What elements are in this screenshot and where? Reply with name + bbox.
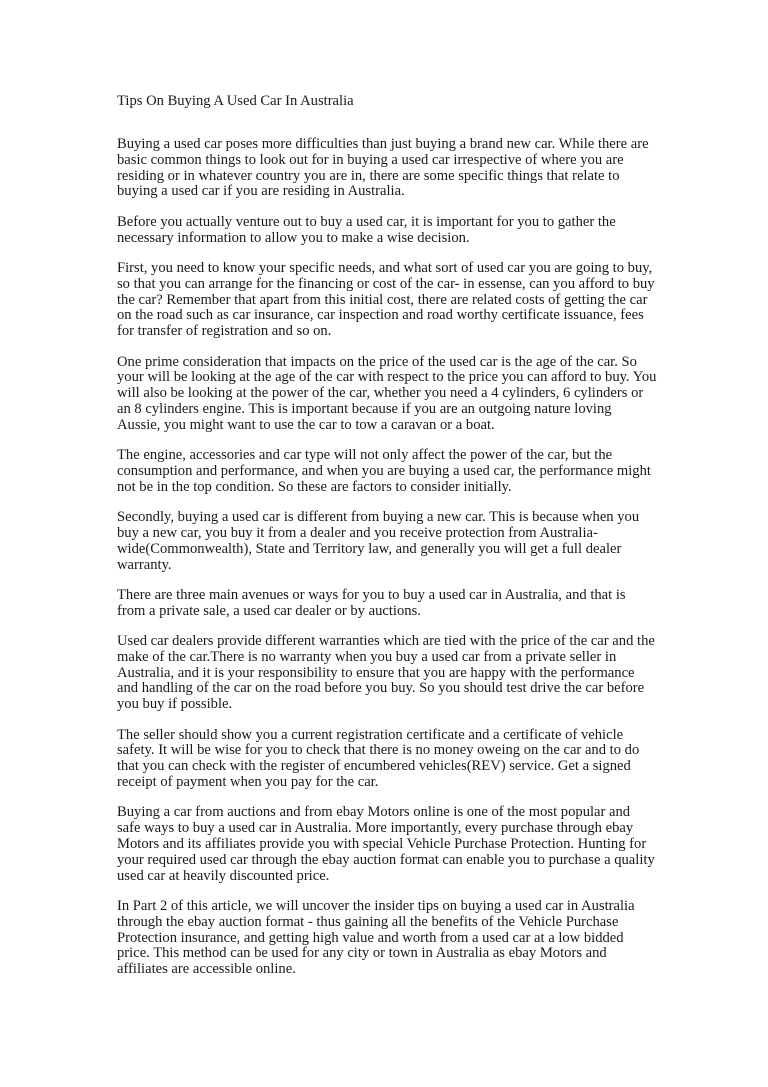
- paragraph-seller: The seller should show you a current registration certificate and a certificate of vehicle safety. It will be wise for you to check that there is no money oweing on the car and to do that you can check with the register of encumbered vehicles(REV) service. Get a signed receipt of payment when you pay for the car.: [117, 726, 640, 791]
- document-body: [117, 93, 657, 993]
- document-title: Tips On Buying A Used Car In Australia: [117, 93, 354, 109]
- paragraph-intro: Buying a used car poses more difficulties than just buying a brand new car. While there are basic common things to look out for in buying a used car irrespective of where you are residing or in whatever country you are in, there are some specific things that relate to buying a used car if you are residing in Australia.: [117, 136, 649, 200]
- paragraph-car-age: One prime consideration that impacts on the price of the used car is the age of the car. So your will be looking at the age of the car with respect to the price you can afford to buy. You will also be looking at the power of the car, whether you need a 4 cylinders, 6 cylinders or an 8 cylinders engine. This is important because if you are an outgoing nature loving Aussie, you might want to use the car to tow a caravan or a boat.: [117, 353, 657, 433]
- paragraph-avenues: There are three main avenues or ways for you to buy a used car in Australia, and that is from a private sale, a used car dealer or by auctions.: [117, 586, 626, 619]
- paragraph-specific-needs: First, you need to know your specific needs, and what sort of used car you are going to buy, so that you can arrange for the financing or cost of the car- in essense, can you afford to buy the car? Remember that apart from this initial cost, there are related costs of getting the car on the road such as car insurance, car inspection and road worthy certificate issuance, fees for transfer of registration and so on.: [117, 259, 655, 340]
- paragraph-engine: The engine, accessories and car type will not only affect the power of the car, but the consumption and performance, and when you are buying a used car, the performance might not be in the top condition. So these are factors to consider initially.: [117, 447, 651, 495]
- paragraph-auctions: Buying a car from auctions and from ebay Motors online is one of the most popular and safe ways to buy a used car in Australia. More importantly, every purchase through ebay Motors and its affiliates provide you with special Vehicle Purchase Protection. Hunting for your required used car through the ebay auction format can enable you to purchase a quality used car at heavily discounted price.: [117, 804, 655, 884]
- paragraph-dealers: Used car dealers provide different warranties which are tied with the price of the car and the make of the car.There is no warranty when you buy a used car from a private seller in Australia, and it is your responsibility to ensure that you are happy with the performance and handling of the car on the road before you buy. So you should test drive the car before you buy if possible.: [117, 633, 655, 713]
- paragraph-part-2: In Part 2 of this article, we will uncover the insider tips on buying a used car in Australia through the ebay auction format - thus gaining all the benefits of the Vehicle Purchase Protection insurance, and getting high value and worth from a used car at a low bidded price. This method can be used for any city or town in Australia as ebay Motors and affiliates are accessible online.: [117, 898, 635, 978]
- paragraph-gather-info: Before you actually venture out to buy a used car, it is important for you to gather the necessary information to allow you to make a wise decision.: [117, 213, 616, 246]
- paragraph-new-vs-used: Secondly, buying a used car is different from buying a new car. This is because when you buy a new car, you buy it from a dealer and you receive protection from Australia-wide(Commonwealth), State and Territory law, and generally you will get a full dealer warranty.: [117, 509, 640, 573]
